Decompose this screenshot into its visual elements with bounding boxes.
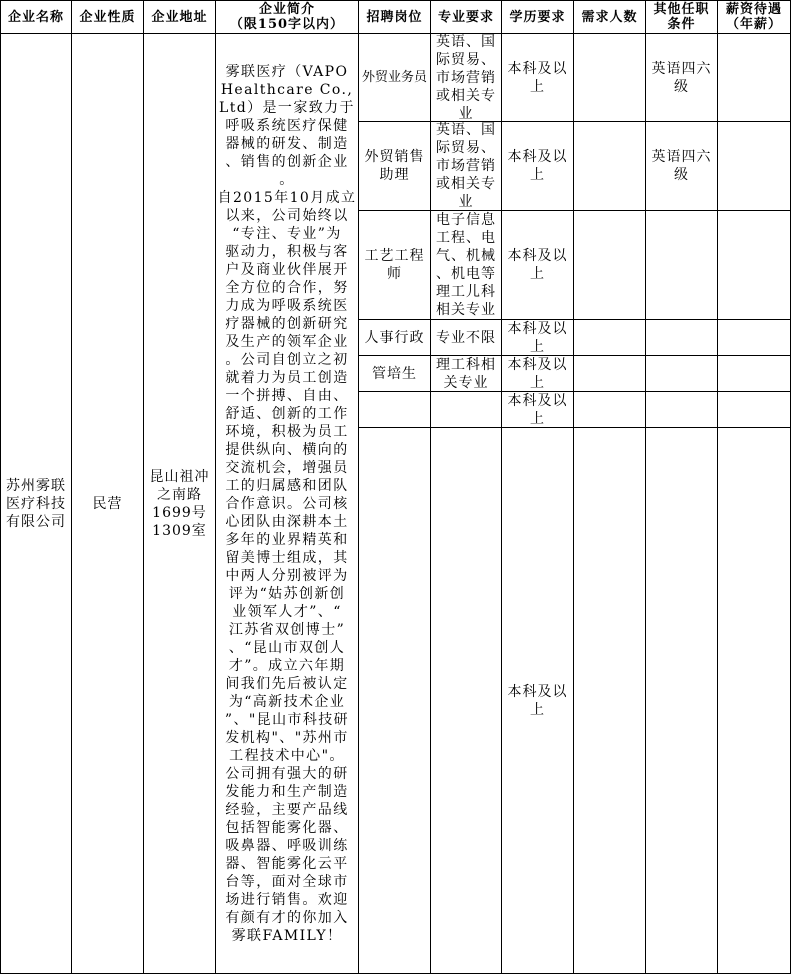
other-requirements-cell: 英语四六 级 <box>646 34 718 122</box>
salary-cell <box>718 320 791 356</box>
company-intro-cell: 雾联医疗（VAPO Healthcare Co., Ltd）是一家致力于 呼吸系统医疗保健 器械的研发、制造 、销售的创新企业 。 自2015年10月成立 以来，公司始终以 “专注、专业”为 驱动力，积极与客 户及商业伙伴展开 全方位的合作，努 力成为呼吸系统医 疗器械的创新研究 及生产的领军企业 。公司自创立之初 就着力为员工创造 一个拼搏、自由、 舒适、创新的工作 环境，积极为员工 提供纵向、横向的 交流机会，增强员 工的归属感和团队 合作意识。公司核 心团队由深耕本土 多年的业界精英和 留美博士组成，其 中两人分别被评为 评为“姑苏创新创 业领军人才”、“ 江苏省双创博士” 、“昆山市双创人 才”。成立六年期 间我们先后被认定 为“高新技术企业 ”、"昆山市科技研 发机构"、"苏州市 工程技术中心"。 公司拥有强大的研 发能力和生产制造 经验，主要产品线 包括智能雾化器、 吸鼻器、呼吸训练 器、智能雾化云平 台等，面对全球市 场进行销售。欢迎 有颜有才的你加入 雾联FAMILY！ <box>216 34 359 974</box>
headcount-cell <box>574 320 646 356</box>
position-title-cell <box>359 428 431 974</box>
salary-cell <box>718 211 791 320</box>
position-title-cell: 工艺工程 师 <box>359 211 431 320</box>
position-title-cell <box>359 392 431 428</box>
header-company-type: 企业性质 <box>72 1 144 34</box>
major-requirement-cell: 电子信息 工程、电 气、机械 、机电等 理工儿科 相关专业 <box>431 211 502 320</box>
education-requirement-cell: 本科及以 上 <box>502 122 574 211</box>
header-company-name: 企业名称 <box>1 1 72 34</box>
company-name-cell: 苏州雾联 医疗科技 有限公司 <box>1 34 72 974</box>
salary-cell <box>718 356 791 392</box>
education-requirement-cell: 本科及以 上 <box>502 392 574 428</box>
major-requirement-cell: 英语、国 际贸易、 市场营销 或相关专 业 <box>431 34 502 122</box>
position-title-cell: 外贸业务员 <box>359 34 431 122</box>
education-requirement-cell: 本科及以 上 <box>502 320 574 356</box>
other-requirements-cell <box>646 428 718 974</box>
major-requirement-cell: 专业不限 <box>431 320 502 356</box>
company-address-cell: 昆山祖冲 之南路 1699号 1309室 <box>144 34 216 974</box>
salary-cell <box>718 392 791 428</box>
header-company-address: 企业地址 <box>144 1 216 34</box>
other-requirements-cell: 英语四六 级 <box>646 122 718 211</box>
other-requirements-cell <box>646 211 718 320</box>
headcount-cell <box>574 122 646 211</box>
headcount-cell <box>574 356 646 392</box>
header-salary: 薪资待遇 （年薪） <box>718 1 791 34</box>
headcount-cell <box>574 211 646 320</box>
position-title-cell: 人事行政 <box>359 320 431 356</box>
other-requirements-cell <box>646 320 718 356</box>
header-headcount: 需求人数 <box>574 1 646 34</box>
header-education: 学历要求 <box>502 1 574 34</box>
headcount-cell <box>574 34 646 122</box>
salary-cell <box>718 428 791 974</box>
headcount-cell <box>574 392 646 428</box>
major-requirement-cell: 理工科相 关专业 <box>431 356 502 392</box>
salary-cell <box>718 34 791 122</box>
education-requirement-cell: 本科及以 上 <box>502 356 574 392</box>
headcount-cell <box>574 428 646 974</box>
major-requirement-cell: 英语、国 际贸易、 市场营销 或相关专 业 <box>431 122 502 211</box>
header-company-intro: 企业简介 （限150字以内） <box>216 1 359 34</box>
header-position: 招聘岗位 <box>359 1 431 34</box>
other-requirements-cell <box>646 392 718 428</box>
header-other-requirements: 其他任职 条件 <box>646 1 718 34</box>
position-title-cell: 管培生 <box>359 356 431 392</box>
education-requirement-cell: 本科及以 上 <box>502 428 574 974</box>
other-requirements-cell <box>646 356 718 392</box>
salary-cell <box>718 122 791 211</box>
education-requirement-cell: 本科及以 上 <box>502 34 574 122</box>
education-requirement-cell: 本科及以 上 <box>502 211 574 320</box>
company-type-cell: 民营 <box>72 34 144 974</box>
position-title-cell: 外贸销售 助理 <box>359 122 431 211</box>
major-requirement-cell <box>431 428 502 974</box>
major-requirement-cell <box>431 392 502 428</box>
header-major: 专业要求 <box>431 1 502 34</box>
